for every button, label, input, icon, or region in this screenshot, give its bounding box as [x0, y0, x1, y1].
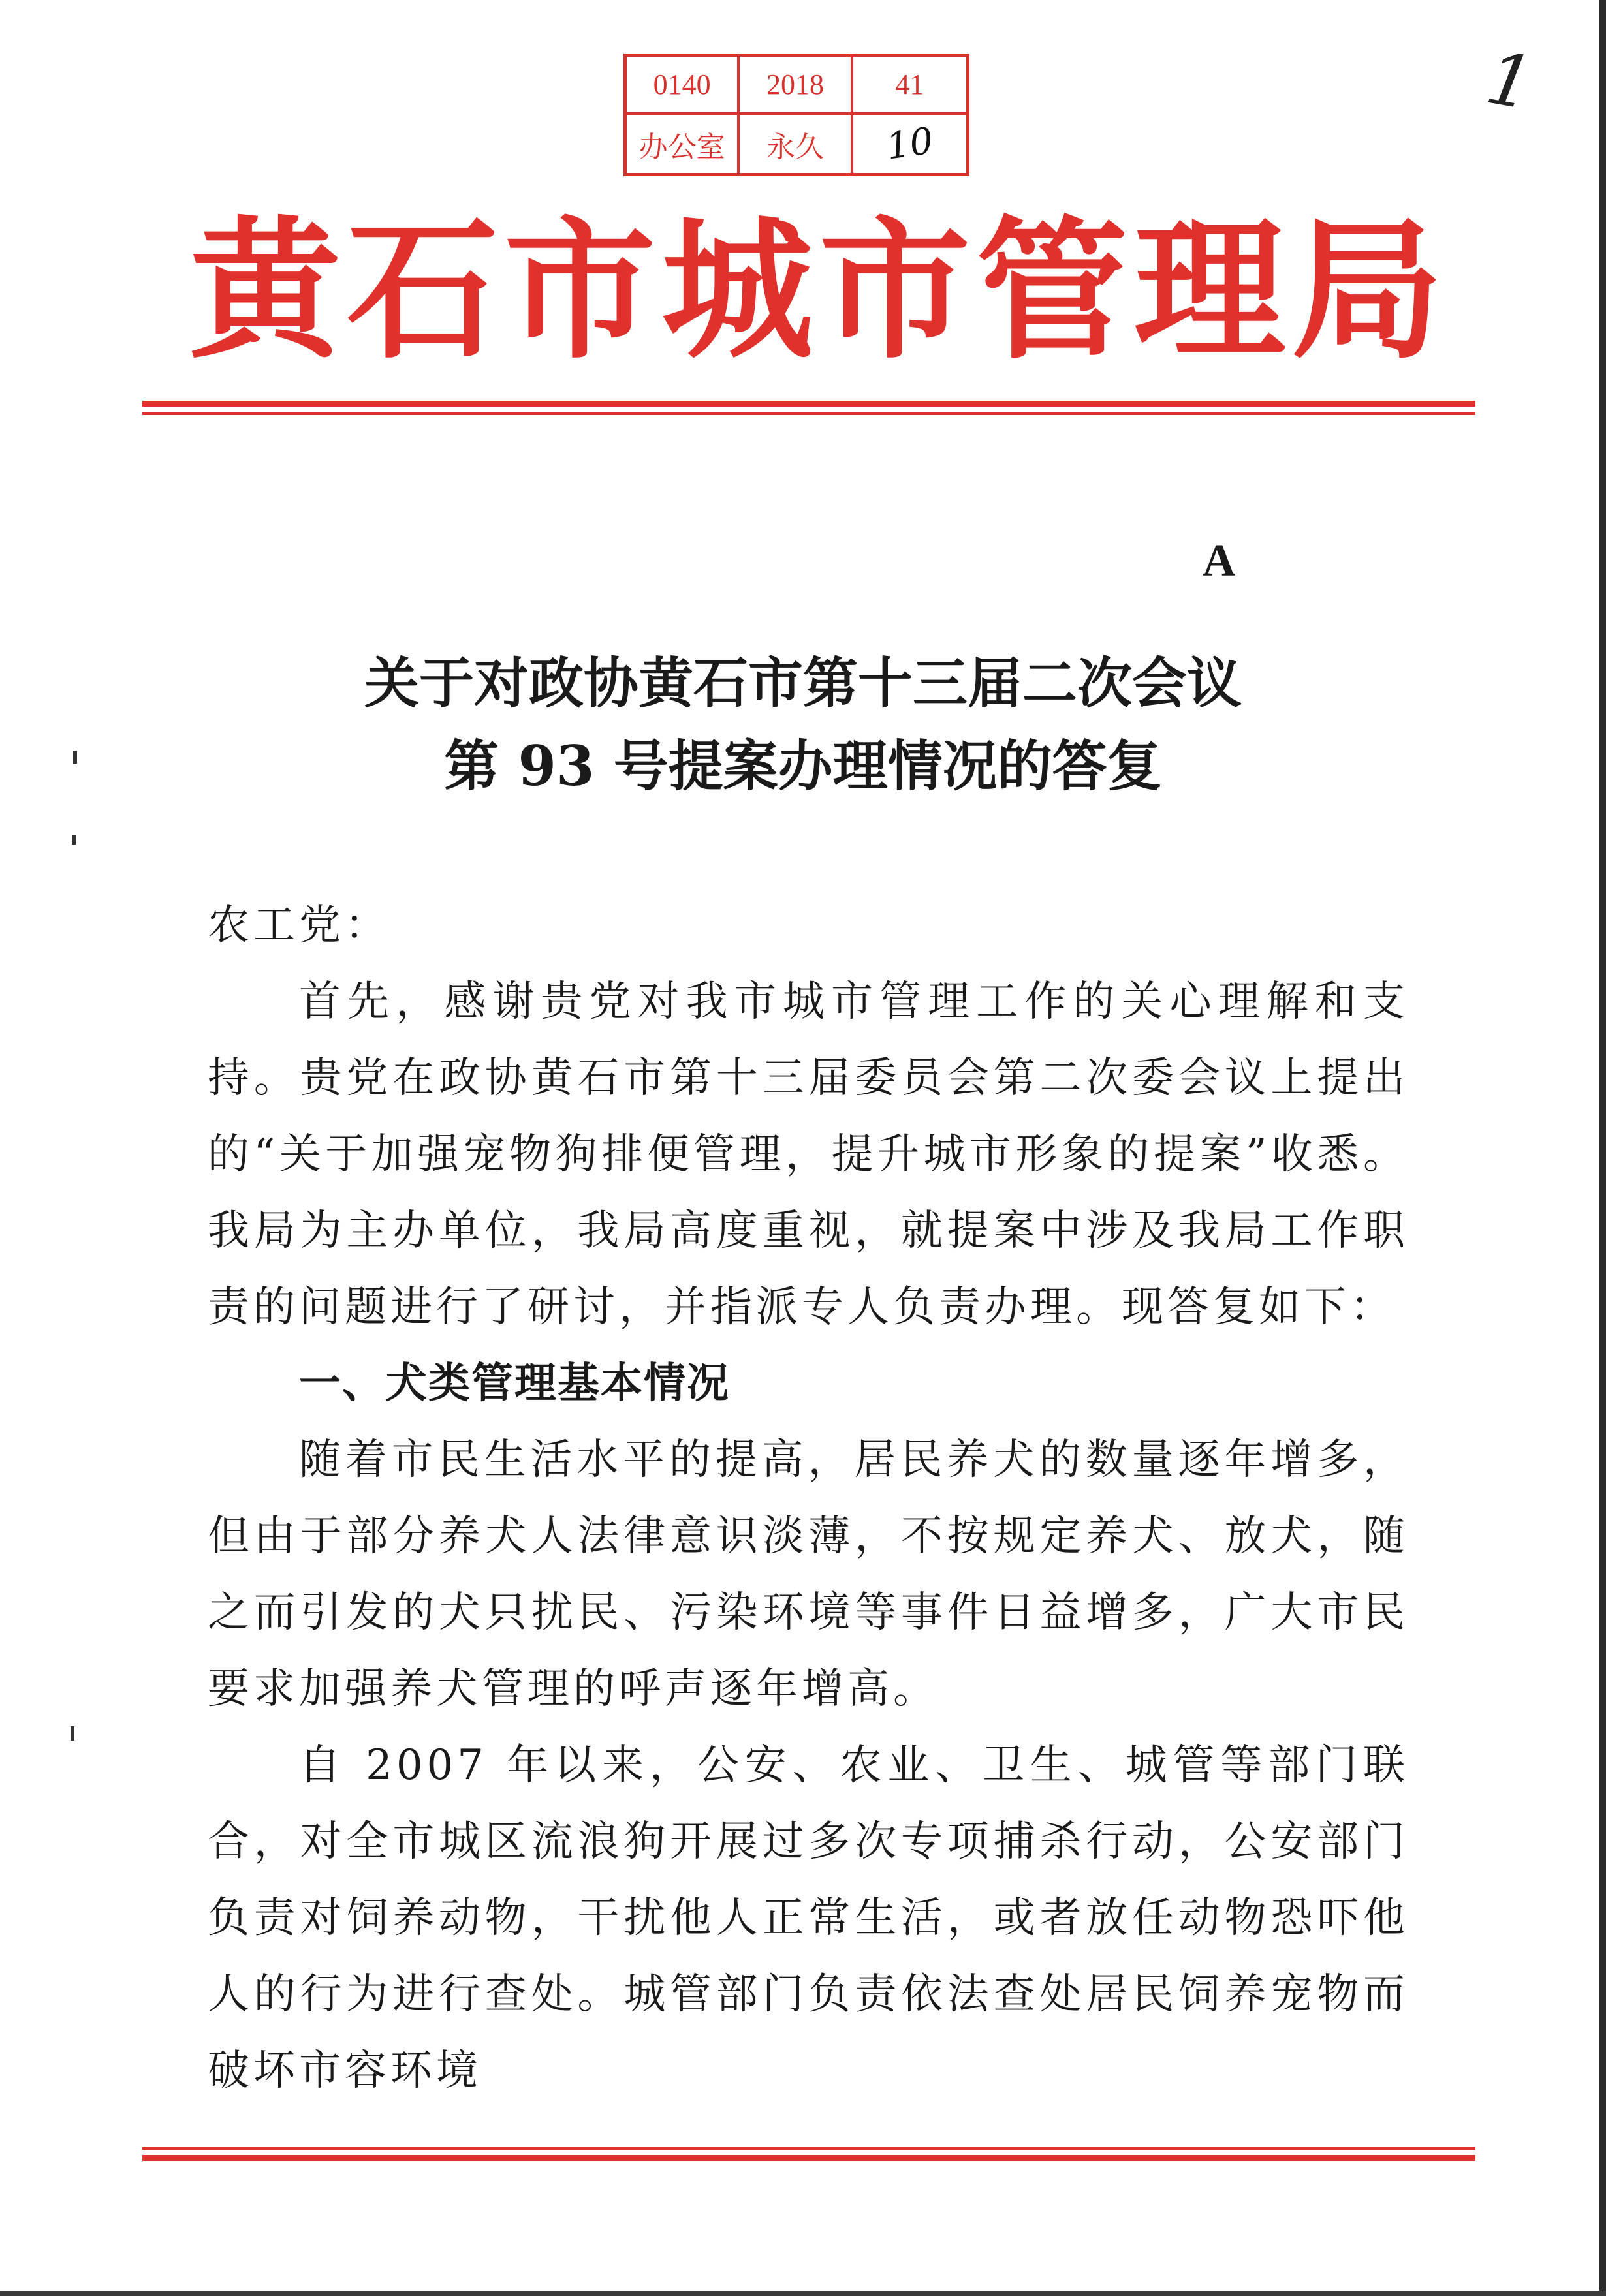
- masthead-char: 石: [347, 201, 499, 379]
- masthead-char: 城: [661, 201, 813, 379]
- stamp-page-count-value: 10: [883, 119, 936, 168]
- masthead-char: 理: [1133, 201, 1285, 379]
- masthead-char: 管: [976, 201, 1128, 379]
- handwritten-page-number: 1: [1480, 35, 1540, 127]
- archive-stamp: [623, 54, 969, 176]
- scan-edge-bottom: [0, 2291, 1606, 2296]
- stamp-department: 办公室: [627, 115, 740, 173]
- body-paragraph: 自 2007 年以来，公安、农业、卫生、城管等部门联合，对全市城区流浪狗开展过多次专项捕杀行动，公安部门负责对饲养动物，干扰他人正常生活，或者放任动物恐吓他人的行为进行查处。城管部门负责依法查处居民饲养宠物而破坏市容环境: [208, 1741, 1409, 2095]
- body-paragraph: 首先，感谢贵党对我市城市管理工作的关心理解和支持。贵党在政协黄石市第十三届委员会第二次委会议上提出的“关于加强宠物狗排便管理，提升城市形象的提案”收悉。我局为主办单位，我局高度重视，就提案中涉及我局工作职责的问题进行了研讨，并指派专人负责办理。现答复如下：: [208, 978, 1409, 1331]
- masthead-char: 黄: [189, 201, 341, 379]
- agency-masthead: [189, 189, 1443, 392]
- stamp-retention: 永久: [740, 115, 853, 173]
- masthead-char: 局: [1291, 201, 1443, 379]
- scan-mark: [73, 751, 77, 764]
- masthead-red-rule-thin: [142, 412, 1475, 415]
- scan-mark: [71, 1726, 74, 1741]
- stamp-item-no: 41: [853, 57, 966, 115]
- document-title-line1: 关于对政协黄石市第十三届二次会议: [364, 651, 1242, 715]
- stamp-page-count: [853, 115, 966, 173]
- body-paragraph: 随着市民生活水平的提高，居民养犬的数量逐年增多，但由于部分养犬人法律意识淡薄，不按规定养犬、放犬，随之而引发的犬只扰民、污染环境等事件日益增多，广大市民要求加强养犬管理的呼声逐年增高。: [208, 1436, 1409, 1713]
- salutation: 农工党：: [208, 901, 390, 950]
- footer-red-rule-thin: [142, 2147, 1475, 2150]
- footer-red-rule-thick: [142, 2155, 1475, 2161]
- document-body: [208, 888, 1409, 2109]
- document-title-line2: 第 93 号提案办理情况的答复: [444, 734, 1162, 798]
- stamp-fonds-no: 0140: [627, 57, 740, 115]
- stamp-year: 2018: [740, 57, 853, 115]
- scan-edge-right: [1599, 0, 1606, 2296]
- masthead-char: 市: [504, 201, 656, 379]
- scan-mark: [72, 835, 76, 845]
- masthead-red-rule-thick: [142, 401, 1475, 407]
- masthead-char: 市: [819, 201, 971, 379]
- section-heading: 一、犬类管理基本情况: [299, 1359, 730, 1408]
- document-grade: A: [1203, 536, 1236, 586]
